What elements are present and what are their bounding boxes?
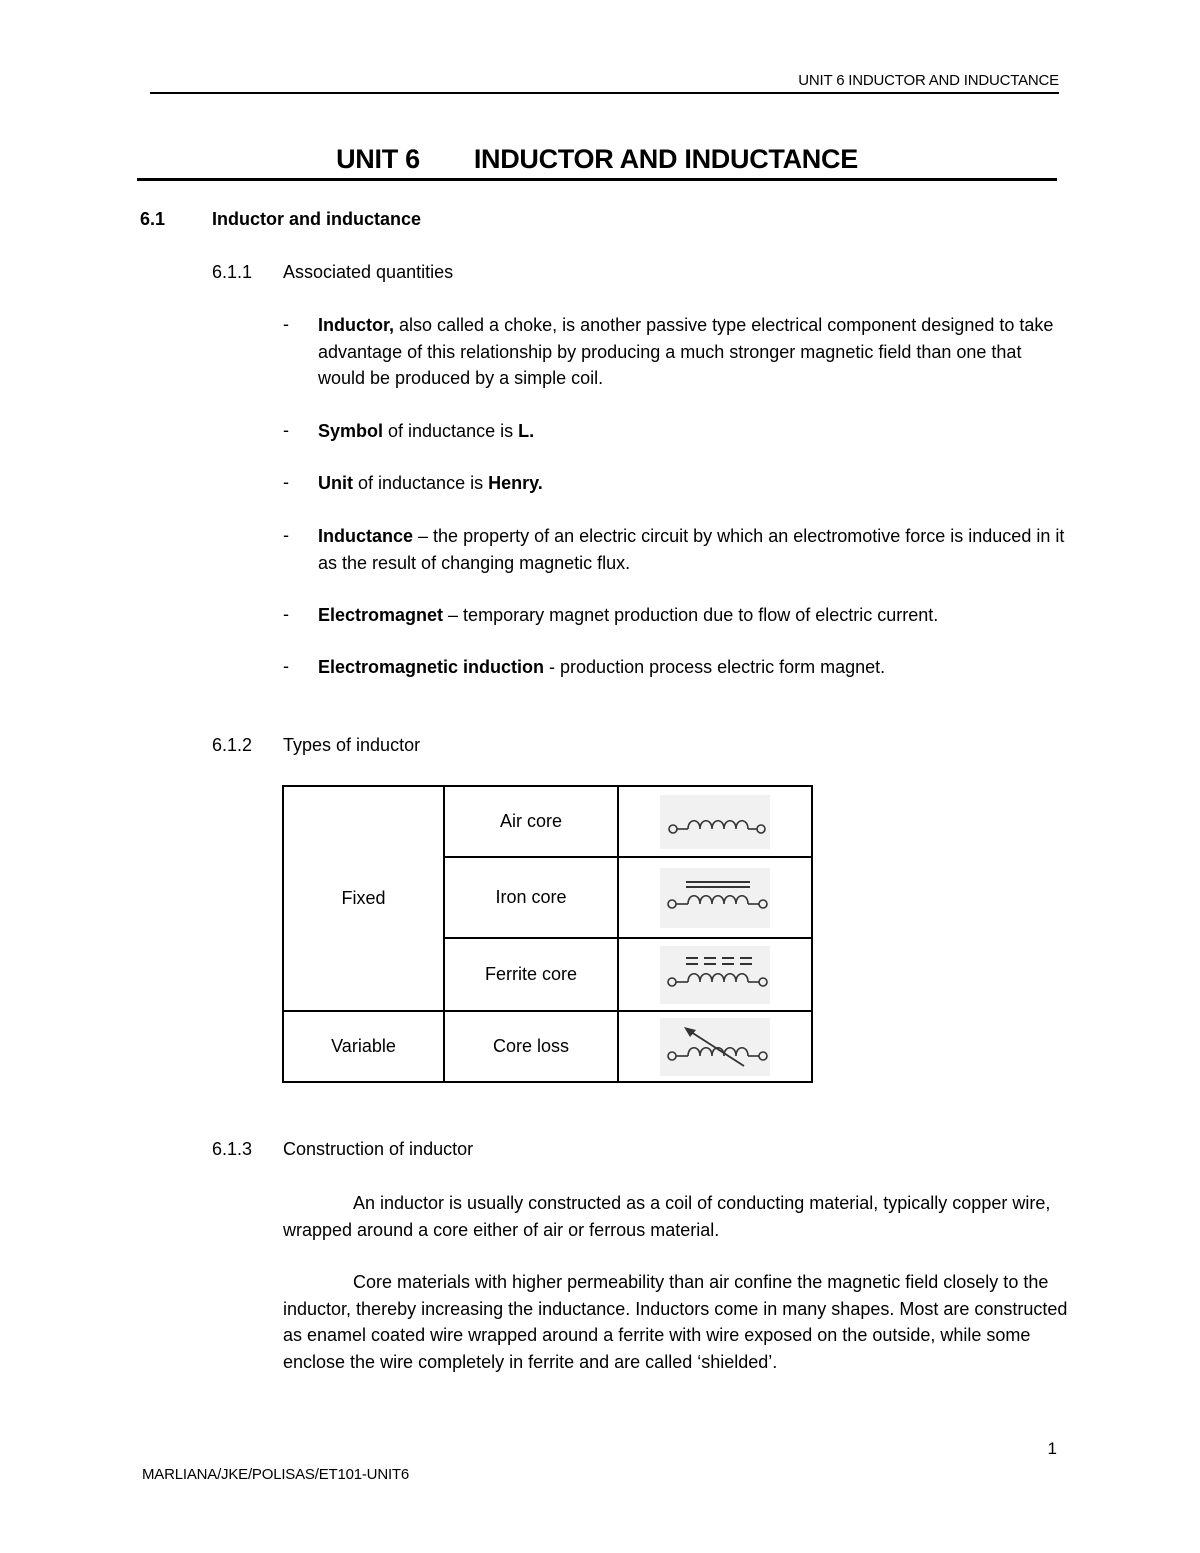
item-text: – temporary magnet production due to flow of electric current. [443,605,939,625]
table-row [283,1011,812,1082]
item-term: Symbol [318,421,384,441]
item-text: – the property of an electric circuit by which an electromotive force is induced in it as the result of changing magnetic flux. [318,526,1065,573]
item-text: of inductance is [353,473,489,493]
paragraph: An inductor is usually constructed as a coil of conducting material, typically copper wire, wrapped around a core either of air or ferrous material. [283,1193,1051,1240]
list-item [318,312,1068,392]
title-unit: UNIT 6 [336,144,420,174]
table-cell-symbol [618,938,812,1011]
page-title [137,144,1057,175]
table-row [283,786,812,857]
table-cell-symbol [618,1011,812,1082]
table-cell-type: Core loss [444,1011,618,1082]
subsection-heading: Construction of inductor [283,1139,474,1159]
item-text: of inductance is [383,421,519,441]
page-number: 1 [1047,1439,1057,1458]
list-item [318,654,1068,681]
item-term: Electromagnet [318,605,444,625]
iron-core-inductor-icon [660,868,770,928]
paragraph: Core materials with higher permeability than air confine the magnetic field closely to the inductor, thereby increasing the inductance. Inductors come in many shapes. Most are constructed as enamel coated wire wrapped around a ferrite with wire exposed on the outside, while some enclose the wire completely in ferrite and are called ‘shielded’. [283,1272,1068,1372]
inductor-types-table [282,785,813,1083]
table-cell-type: Iron core [444,857,618,938]
item-term: Inductance [318,526,414,546]
section-number: 6.1 [140,209,166,229]
ferrite-core-inductor-icon [660,946,770,1004]
table-cell-symbol [618,786,812,857]
bullet-dash: - [283,656,289,676]
list-item [318,602,1068,629]
header-rule [150,92,1059,94]
item-text: also called a choke, is another passive type electrical component designed to take advantage of this relationship by producing a much stronger magnetic field than one that would be produced by a simple coil. [318,315,1054,388]
title-name: INDUCTOR AND INDUCTANCE [473,144,858,174]
table-cell-group: Variable [283,1011,444,1082]
section-heading: Inductor and inductance [212,209,422,229]
subsection-heading: Types of inductor [283,735,421,755]
item-value: Henry. [488,473,543,493]
item-term: Electromagnetic induction [318,657,545,677]
variable-inductor-icon [660,1018,770,1076]
table-cell-symbol [618,857,812,938]
bullet-dash: - [283,525,289,545]
bullet-dash: - [283,314,289,334]
item-value: L. [518,421,535,441]
item-text: - production process electric form magnet. [544,657,886,677]
item-term: Unit [318,473,353,493]
title-rule [137,178,1057,181]
table-cell-group: Fixed [283,786,444,1011]
item-term: Inductor, [318,315,394,335]
list-item [318,418,1068,445]
subsection-number: 6.1.1 [212,262,253,282]
table-cell-type: Air core [444,786,618,857]
subsection-number: 6.1.3 [212,1139,253,1159]
table-cell-type: Ferrite core [444,938,618,1011]
running-header: UNIT 6 INDUCTOR AND INDUCTANCE [798,72,1059,89]
footer-code: MARLIANA/JKE/POLISAS/ET101-UNIT6 [142,1466,410,1483]
air-core-inductor-icon [660,795,770,849]
subsection-heading: Associated quantities [283,262,454,282]
bullet-dash: - [283,472,289,492]
bullet-dash: - [283,420,289,440]
list-item [318,470,1068,497]
list-item [318,523,1068,576]
bullet-dash: - [283,604,289,624]
subsection-number: 6.1.2 [212,735,253,755]
